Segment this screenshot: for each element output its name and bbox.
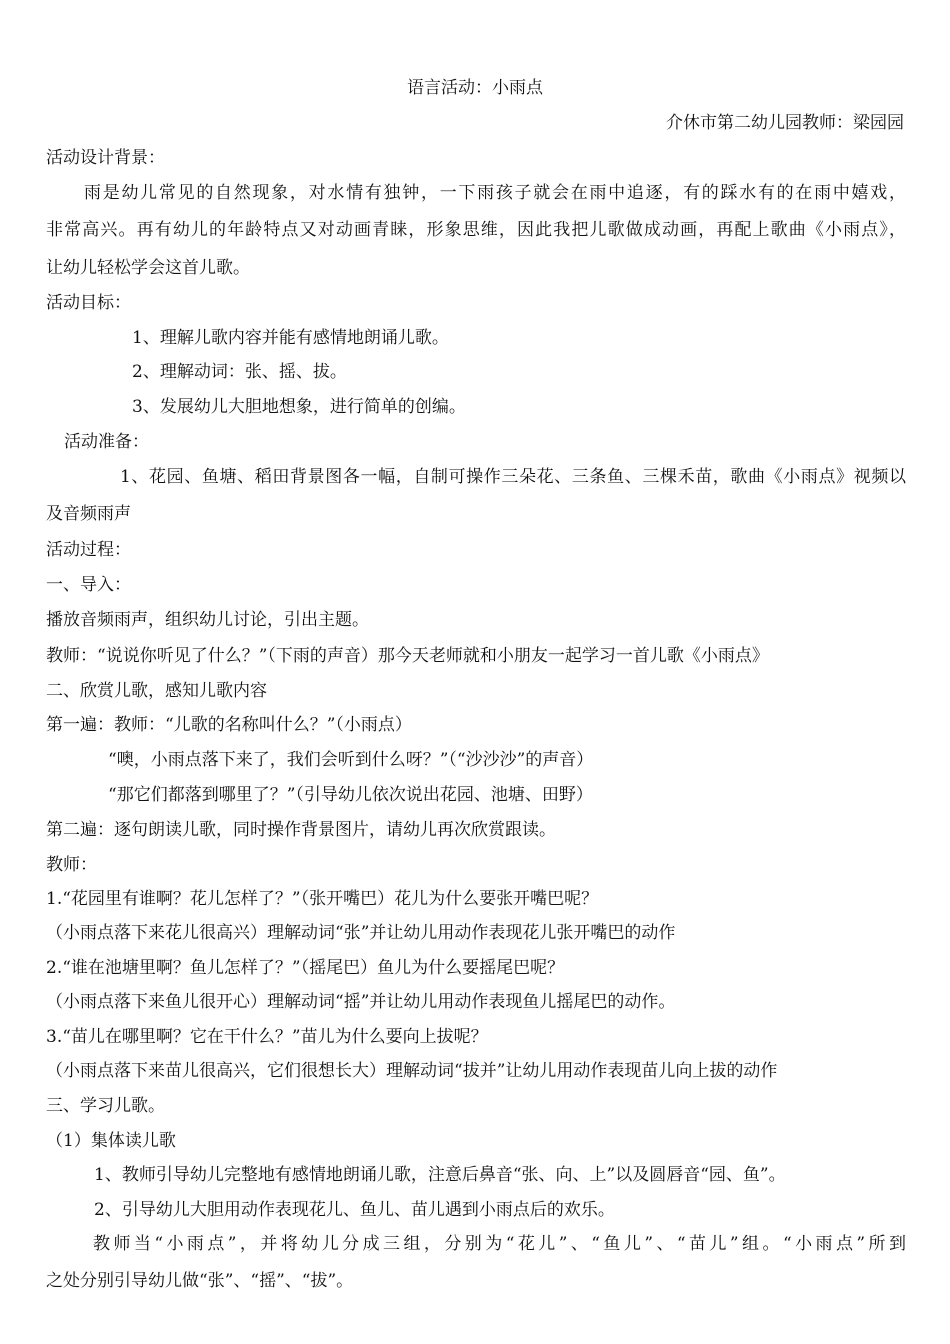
goal-item: 2、理解动词：张、摇、拔。 bbox=[132, 362, 347, 382]
paragraph-line: 第二遍：逐句朗读儿歌，同时操作背景图片，请幼儿再次欣赏跟读。 bbox=[46, 820, 556, 840]
paragraph-line: 播放音频雨声，组织幼儿讨论，引出主题。 bbox=[46, 610, 369, 630]
paragraph-line: 非常高兴。再有幼儿的年龄特点又对动画青睐，形象思维，因此我把儿歌做成动画，再配上歌曲《小雨点》， bbox=[46, 220, 906, 240]
paragraph-line: 第一遍：教师：“儿歌的名称叫什么？”（小雨点） bbox=[46, 715, 412, 735]
paragraph-line: 2.“谁在池塘里啊？鱼儿怎样了？”（摇尾巴）鱼儿为什么要摇尾巴呢？ bbox=[46, 958, 565, 978]
subsection-heading: （1）集体读儿歌 bbox=[46, 1131, 176, 1151]
section-heading-background: 活动设计背景： bbox=[46, 148, 165, 168]
paragraph-line: 教师：“说说你听见了什么？”（下雨的声音）那今天老师就和小朋友一起学习一首儿歌《小雨点》 bbox=[46, 646, 769, 666]
subsection-heading: 三、学习儿歌。 bbox=[46, 1096, 165, 1116]
paragraph-line: 3.“苗儿在哪里啊？它在干什么？”苗儿为什么要向上拔呢？ bbox=[46, 1027, 488, 1047]
paragraph-line: （小雨点落下来苗儿很高兴，它们很想长大）理解动词“拔并”让幼儿用动作表现苗儿向上拔的动作 bbox=[46, 1061, 778, 1081]
section-heading-goals: 活动目标： bbox=[46, 293, 131, 313]
section-heading-preparation: 活动准备： bbox=[64, 432, 149, 452]
paragraph-line: 1.“花园里有谁啊？花儿怎样了？”（张开嘴巴）花儿为什么要张开嘴巴呢？ bbox=[46, 889, 599, 909]
document-title: 语言活动：小雨点 bbox=[407, 78, 543, 98]
subsection-heading: 一、导入： bbox=[46, 575, 131, 595]
paragraph-line: 之处分别引导幼儿做“张”、“摇”、“拔”。 bbox=[46, 1271, 354, 1291]
paragraph-line: 让幼儿轻松学会这首儿歌。 bbox=[46, 258, 250, 278]
paragraph-line: “那它们都落到哪里了？”（引导幼儿依次说出花园、池塘、田野） bbox=[108, 785, 593, 805]
section-heading-process: 活动过程： bbox=[46, 540, 131, 560]
paragraph-line: 雨是幼儿常见的自然现象，对水情有独钟，一下雨孩子就会在雨中追逐，有的踩水有的在雨中嬉戏， bbox=[84, 183, 906, 203]
subsection-heading: 二、欣赏儿歌，感知儿歌内容 bbox=[46, 681, 267, 701]
paragraph-line: （小雨点落下来花儿很高兴）理解动词“张”并让幼儿用动作表现花儿张开嘴巴的动作 bbox=[46, 923, 676, 943]
paragraph-line: 教师： bbox=[46, 855, 97, 875]
goal-item: 3、发展幼儿大胆地想象，进行简单的创编。 bbox=[132, 397, 466, 417]
paragraph-line: “噢，小雨点落下来了，我们会听到什么呀？”（“沙沙沙”的声音） bbox=[108, 750, 594, 770]
paragraph-line: 教师当“小雨点”，并将幼儿分成三组，分别为“花儿”、“鱼儿”、“苗儿”组。“小雨点”所到 bbox=[93, 1234, 906, 1254]
paragraph-line: 1、花园、鱼塘、稻田背景图各一幅，自制可操作三朵花、三条鱼、三棵禾苗，歌曲《小雨点》视频以 bbox=[120, 467, 906, 487]
paragraph-line: 1、教师引导幼儿完整地有感情地朗诵儿歌，注意后鼻音“张、向、上”以及圆唇音“园、鱼”。 bbox=[94, 1165, 786, 1185]
goal-item: 1、理解儿歌内容并能有感情地朗诵儿歌。 bbox=[132, 328, 449, 348]
paragraph-line: 及音频雨声 bbox=[46, 504, 131, 524]
author-line: 介休市第二幼儿园教师：梁园园 bbox=[666, 113, 904, 133]
paragraph-line: （小雨点落下来鱼儿很开心）理解动词“摇”并让幼儿用动作表现鱼儿摇尾巴的动作。 bbox=[46, 992, 676, 1012]
paragraph-line: 2、引导幼儿大胆用动作表现花儿、鱼儿、苗儿遇到小雨点后的欢乐。 bbox=[94, 1200, 615, 1220]
